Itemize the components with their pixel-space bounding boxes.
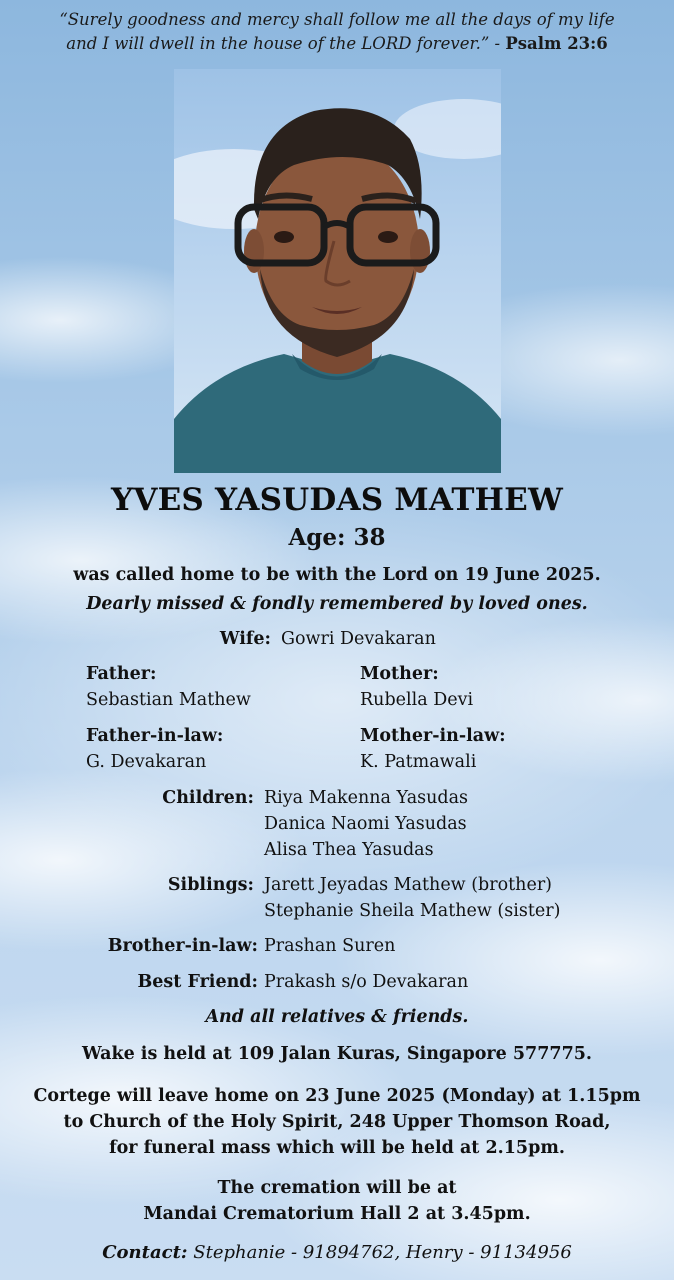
mother-label: Mother:	[360, 664, 439, 684]
father-label: Father:	[86, 664, 157, 684]
quote-line-1: “Surely goodness and mercy shall follow me all the days of my life	[59, 10, 615, 29]
father-in-law-name: G. Devakaran	[86, 752, 207, 772]
scripture-quote	[0, 8, 674, 56]
portrait-photo	[174, 69, 501, 473]
sibling-name: Stephanie Sheila Mathew (sister)	[264, 901, 561, 921]
deceased-name: YVES YASUDAS MATHEW	[111, 482, 563, 518]
deceased-age: Age: 38	[288, 524, 386, 551]
mother-in-law-label: Mother-in-law:	[360, 726, 506, 746]
child-name: Riya Makenna Yasudas	[264, 788, 469, 808]
wife-name: Gowri Devakaran	[281, 629, 436, 649]
mother-in-law-name: K. Patmawali	[360, 752, 477, 772]
quote-line-2: and I will dwell in the house of the LORD forever.” - Psalm 23:6	[66, 34, 608, 53]
siblings-label: Siblings:	[167, 875, 254, 895]
cortege-line: for funeral mass which will be held at 2.15pm.	[109, 1138, 565, 1158]
children-label: Children:	[162, 788, 254, 808]
best-friend-label: Best Friend:	[137, 972, 258, 992]
father-name: Sebastian Mathew	[86, 690, 251, 710]
cremation-line: Mandai Crematorium Hall 2 at 3.45pm.	[143, 1204, 531, 1224]
contact-line	[0, 1242, 674, 1263]
mother-name: Rubella Devi	[360, 690, 474, 710]
quote-source: Psalm 23:6	[505, 34, 608, 53]
best-friend-name: Prakash s/o Devakaran	[264, 972, 469, 992]
remembered-text: Dearly missed & fondly remembered by loved ones.	[86, 594, 588, 614]
wife-label: Wife:	[219, 629, 271, 649]
cremation-line: The cremation will be at	[217, 1178, 457, 1198]
contact-details: Stephanie - 91894762, Henry - 91134956	[187, 1242, 572, 1263]
child-name: Danica Naomi Yasudas	[264, 814, 467, 834]
called-home-text: was called home to be with the Lord on 19 June 2025.	[73, 565, 601, 585]
cortege-line: to Church of the Holy Spirit, 248 Upper Thomson Road,	[63, 1112, 611, 1132]
portrait-illustration	[174, 69, 501, 473]
brother-in-law-name: Prashan Suren	[264, 936, 396, 956]
wake-text: Wake is held at 109 Jalan Kuras, Singapore 577775.	[81, 1044, 593, 1064]
relatives-text: And all relatives & friends.	[205, 1007, 469, 1027]
child-name: Alisa Thea Yasudas	[264, 840, 434, 860]
father-in-law-label: Father-in-law:	[86, 726, 224, 746]
brother-in-law-label: Brother-in-law:	[107, 936, 258, 956]
cortege-line: Cortege will leave home on 23 June 2025 (Monday) at 1.15pm	[33, 1086, 641, 1106]
sibling-name: Jarett Jeyadas Mathew (brother)	[264, 875, 553, 895]
contact-label: Contact:	[102, 1242, 188, 1263]
